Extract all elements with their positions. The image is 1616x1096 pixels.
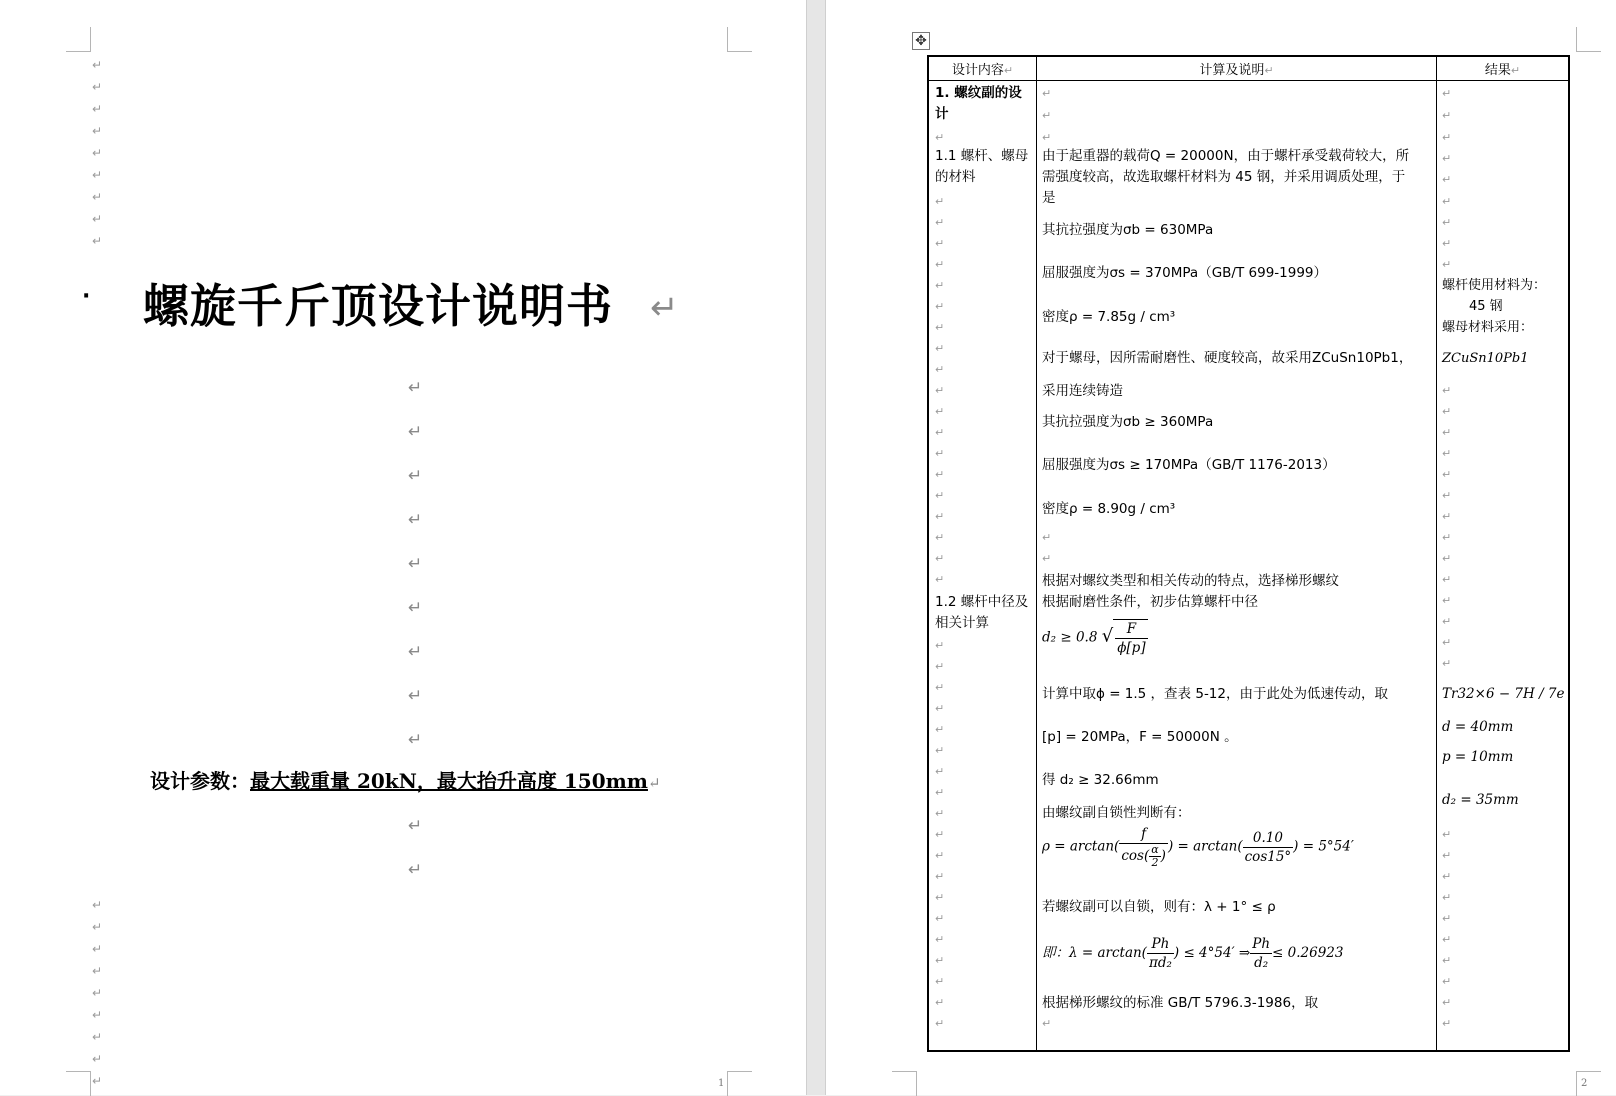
column-divider: [1036, 57, 1037, 1050]
margin-corner-top-right: [727, 27, 752, 52]
header-calculation: 计算及说明↵: [1199, 63, 1274, 78]
paragraph-mark: ↵: [935, 426, 945, 439]
paragraph-mark: ↵: [935, 744, 945, 757]
page-number: 1: [718, 1078, 725, 1089]
paragraph-mark: ↵: [647, 774, 661, 792]
paragraph-mark: ↵: [1442, 891, 1452, 904]
paragraph-mark: ↵: [408, 510, 423, 530]
paragraph-mark: ↵: [92, 1052, 103, 1066]
paragraph-mark: ↵: [935, 891, 945, 904]
calc-line-so[interactable]: 是: [1042, 190, 1056, 206]
calc-line-lock-condition[interactable]: 若螺纹副可以自锁，则有：λ + 1° ≤ ρ: [1042, 899, 1276, 915]
paragraph-mark: ↵: [1442, 828, 1452, 841]
paragraph-mark: ↵: [935, 996, 945, 1009]
paragraph-mark: ↵: [1442, 975, 1452, 988]
paragraph-mark: ↵: [935, 933, 945, 946]
paragraph-mark: ↵: [1442, 615, 1452, 628]
paragraph-mark: ↵: [92, 1030, 103, 1044]
paragraph-mark: ↵: [935, 321, 945, 334]
calc-line-yield-nut[interactable]: 屈服强度为σs ≥ 170MPa（GB/T 1176-2013）: [1042, 457, 1336, 473]
paragraph-mark: ↵: [92, 102, 103, 116]
paragraph-mark: ↵: [1442, 426, 1452, 439]
paragraph-mark: ↵: [935, 870, 945, 883]
paragraph-mark: ↵: [408, 860, 423, 880]
calc-line-standard[interactable]: 根据梯形螺纹的标准 GB/T 5796.3-1986，取: [1042, 995, 1319, 1011]
paragraph-mark: ↵: [92, 942, 103, 956]
header-divider: [929, 80, 1568, 81]
paragraph-mark: ↵: [1442, 152, 1452, 165]
section-screw-diameter-calc[interactable]: 1.2 螺杆中径及相关计算: [935, 594, 1029, 631]
page-gutter: [806, 0, 826, 1095]
paragraph-mark: ↵: [935, 237, 945, 250]
result-pitch-diameter[interactable]: d₂ = 35mm: [1442, 792, 1519, 808]
paragraph-mark: ↵: [1042, 1017, 1052, 1030]
paragraph-mark: ↵: [935, 765, 945, 778]
design-calculation-table[interactable]: [927, 55, 1570, 1052]
paragraph-mark: ↵: [935, 384, 945, 397]
paragraph-mark: ↵: [935, 195, 945, 208]
paragraph-mark: ↵: [935, 531, 945, 544]
margin-corner-bottom-right: [1576, 1071, 1601, 1096]
paragraph-mark: ↵: [935, 279, 945, 292]
paragraph-mark: ↵: [935, 552, 945, 565]
section-screw-nut-material[interactable]: 1.1 螺杆、螺母的材料: [935, 148, 1029, 185]
header-design-content: 设计内容↵: [951, 63, 1014, 78]
paragraph-mark: ↵: [935, 807, 945, 820]
result-nut-material-label[interactable]: 螺母材料采用：: [1442, 320, 1534, 335]
result-thread-spec[interactable]: Tr32×6 − 7H / 7e: [1442, 686, 1565, 702]
calc-line-wear-condition[interactable]: 根据耐磨性条件，初步估算螺杆中径: [1042, 594, 1258, 610]
design-parameters-label: 设计参数：: [150, 769, 250, 793]
calc-line-material[interactable]: 需强度较高，故选取螺杆材料为 45 钢，并采用调质处理，于: [1042, 169, 1406, 185]
paragraph-mark: ↵: [935, 468, 945, 481]
paragraph-mark: ↵: [1442, 510, 1452, 523]
paragraph-mark: ↵: [935, 363, 945, 376]
paragraph-mark: ↵: [1442, 1017, 1452, 1030]
paragraph-mark: ↵: [935, 723, 945, 736]
paragraph-mark: ↵: [408, 378, 423, 398]
paragraph-mark: ↵: [92, 58, 103, 72]
paragraph-mark: ↵: [408, 642, 423, 662]
paragraph-mark: ↵: [1442, 636, 1452, 649]
calc-line-tensile-screw[interactable]: 其抗拉强度为σb = 630MPa: [1042, 222, 1214, 238]
result-screw-material-label[interactable]: 螺杆使用材料为：: [1442, 278, 1547, 293]
paragraph-mark: ↵: [1042, 109, 1052, 122]
calc-line-load[interactable]: 由于起重器的载荷Q = 20000N，由于螺杆承受载荷较大，所: [1042, 148, 1410, 164]
paragraph-mark: ↵: [935, 510, 945, 523]
result-major-diameter[interactable]: d = 40mm: [1442, 719, 1514, 735]
paragraph-mark: ↵: [1442, 131, 1452, 144]
formula-rho[interactable]: ρ = arctan( f cos( $\frac{\alpha}{2}$ ) ) = arctan( $\frac{0.10}{\cos 15^\circ}$ ) = 5°54′: [1042, 826, 1354, 869]
paragraph-mark: ↵: [935, 1017, 945, 1030]
paragraph-mark: ↵: [1042, 87, 1052, 100]
margin-corner-top-right: [1576, 27, 1601, 52]
paragraph-mark: ↵: [92, 80, 103, 94]
paragraph-mark: ↵: [1042, 552, 1052, 565]
paragraph-mark: ↵: [935, 975, 945, 988]
list-bullet: ·: [82, 284, 91, 309]
paragraph-mark: ↵: [92, 234, 103, 248]
paragraph-mark: ↵: [1442, 933, 1452, 946]
paragraph-mark: ↵: [408, 466, 423, 486]
paragraph-mark: ↵: [935, 216, 945, 229]
paragraph-mark: ↵: [935, 300, 945, 313]
paragraph-mark: ↵: [1442, 195, 1452, 208]
paragraph-mark: ↵: [935, 681, 945, 694]
paragraph-mark: ↵: [1442, 996, 1452, 1009]
paragraph-mark: ↵: [1442, 912, 1452, 925]
paragraph-mark: ↵: [92, 1074, 103, 1088]
paragraph-mark: ↵: [408, 686, 423, 706]
paragraph-mark: ↵: [408, 554, 423, 574]
paragraph-mark: ↵: [92, 190, 103, 204]
paragraph-mark: ↵: [935, 912, 945, 925]
paragraph-mark: ↵: [935, 786, 945, 799]
calc-line-nut-material[interactable]: 对于螺母，因所需耐磨性、硬度较高，故采用ZCuSn10Pb1，: [1042, 350, 1413, 366]
paragraph-mark: ↵: [1442, 109, 1452, 122]
paragraph-mark: ↵: [935, 447, 945, 460]
margin-corner-bottom-right: [727, 1071, 752, 1096]
paragraph-mark: ↵: [1442, 384, 1452, 397]
paragraph-mark: ↵: [1442, 531, 1452, 544]
paragraph-mark: ↵: [1442, 657, 1452, 670]
paragraph-mark: ↵: [92, 1008, 103, 1022]
paragraph-mark: ↵: [1442, 468, 1452, 481]
page-number: 2: [1581, 1078, 1588, 1089]
paragraph-mark: ↵: [935, 489, 945, 502]
paragraph-mark: ↵: [935, 405, 945, 418]
paragraph-mark: ↵: [1442, 216, 1452, 229]
result-pitch[interactable]: p = 10mm: [1442, 749, 1514, 765]
paragraph-mark: ↵: [1442, 405, 1452, 418]
paragraph-mark: ↵: [92, 986, 103, 1000]
paragraph-mark: ↵: [1442, 573, 1452, 586]
paragraph-mark: ↵: [1442, 173, 1452, 186]
calc-line-density-nut[interactable]: 密度ρ = 8.90g / cm³: [1042, 501, 1176, 517]
calc-line-thread-type[interactable]: 根据对螺纹类型和相关传动的特点，选择梯形螺纹: [1042, 573, 1339, 589]
header-result: 结果↵: [1484, 63, 1521, 78]
paragraph-mark: ↵: [408, 422, 423, 442]
calc-line-casting[interactable]: 采用连续铸造: [1042, 383, 1123, 399]
document-title[interactable]: 螺旋千斤顶设计说明书: [143, 279, 613, 333]
paragraph-mark: ↵: [92, 920, 103, 934]
calc-line-pressure[interactable]: [p] = 20MPa，F = 50000N 。: [1042, 729, 1238, 745]
paragraph-mark: ↵: [1442, 870, 1452, 883]
margin-corner-top-left: [66, 27, 91, 52]
margin-corner-bottom-left: [892, 1071, 917, 1096]
paragraph-mark: ↵: [1442, 87, 1452, 100]
margin-corner-bottom-left: [66, 1071, 91, 1096]
paragraph-mark: ↵: [1442, 954, 1452, 967]
paragraph-mark: ↵: [92, 146, 103, 160]
calc-line-d2-result[interactable]: 得 d₂ ≥ 32.66mm: [1042, 772, 1159, 788]
paragraph-mark: ↵: [935, 849, 945, 862]
result-screw-material-value[interactable]: 45 钢: [1469, 299, 1503, 314]
table-move-handle-icon[interactable]: ✥: [912, 32, 930, 50]
paragraph-mark: ↵: [1042, 531, 1052, 544]
paragraph-mark: ↵: [92, 964, 103, 978]
paragraph-mark: ↵: [1442, 237, 1452, 250]
paragraph-mark: ↵: [935, 342, 945, 355]
formula-d2[interactable]: d₂ ≥ 0.8 √ $\frac{F}{\phi[p]}$: [1042, 621, 1146, 656]
calc-line-density-screw[interactable]: 密度ρ = 7.85g / cm³: [1042, 309, 1176, 325]
paragraph-mark: ↵: [935, 660, 945, 673]
paragraph-mark: ↵: [1442, 594, 1452, 607]
design-parameters[interactable]: [150, 765, 661, 794]
paragraph-mark: ↵: [1442, 447, 1452, 460]
paragraph-mark: ↵: [92, 168, 103, 182]
paragraph-mark: ↵: [1042, 131, 1052, 144]
document-page-1[interactable]: [0, 0, 806, 1095]
calc-line-phi[interactable]: 计算中取ϕ = 1.5 ，查表 5-12，由于此处为低速传动，取: [1042, 686, 1388, 702]
design-parameters-value: 最大载重量 20kN，最大抬升高度 150mm: [250, 769, 648, 793]
paragraph-mark: ↵: [92, 124, 103, 138]
calc-line-tensile-nut[interactable]: 其抗拉强度为σb ≥ 360MPa: [1042, 414, 1214, 430]
formula-lambda[interactable]: 即：λ = arctan( $\frac{Ph}{\text{πd₂}}$ ) ≤ 4°54′ ⇒ $\frac{Ph}{\text{d₂}}$ ≤ 0.26923: [1042, 936, 1344, 971]
paragraph-mark: ↵: [935, 573, 945, 586]
paragraph-mark: ↵: [408, 598, 423, 618]
paragraph-mark: ↵: [935, 828, 945, 841]
paragraph-mark: ↵: [92, 898, 103, 912]
paragraph-mark: ↵: [92, 212, 103, 226]
paragraph-mark: ↵: [935, 702, 945, 715]
paragraph-mark: ↵: [1442, 489, 1452, 502]
section-thread-design[interactable]: 1. 螺纹副的设计: [935, 85, 1022, 122]
paragraph-mark: ↵: [1442, 258, 1452, 271]
paragraph-mark: ↵: [1442, 849, 1452, 862]
paragraph-mark: ↵: [935, 954, 945, 967]
column-divider: [1436, 57, 1437, 1050]
paragraph-mark: ↵: [935, 131, 945, 144]
calc-line-yield-screw[interactable]: 屈服强度为σs = 370MPa（GB/T 699-1999）: [1042, 265, 1328, 281]
paragraph-mark: ↵: [1442, 552, 1452, 565]
paragraph-mark: ↵: [935, 258, 945, 271]
calc-line-self-lock[interactable]: 由螺纹副自锁性判断有：: [1042, 805, 1191, 821]
paragraph-mark: ↵: [650, 288, 679, 328]
paragraph-mark: ↵: [408, 816, 423, 836]
paragraph-mark: ↵: [935, 639, 945, 652]
paragraph-mark: ↵: [408, 730, 423, 750]
result-nut-material-value[interactable]: ZCuSn10Pb1: [1442, 351, 1529, 366]
